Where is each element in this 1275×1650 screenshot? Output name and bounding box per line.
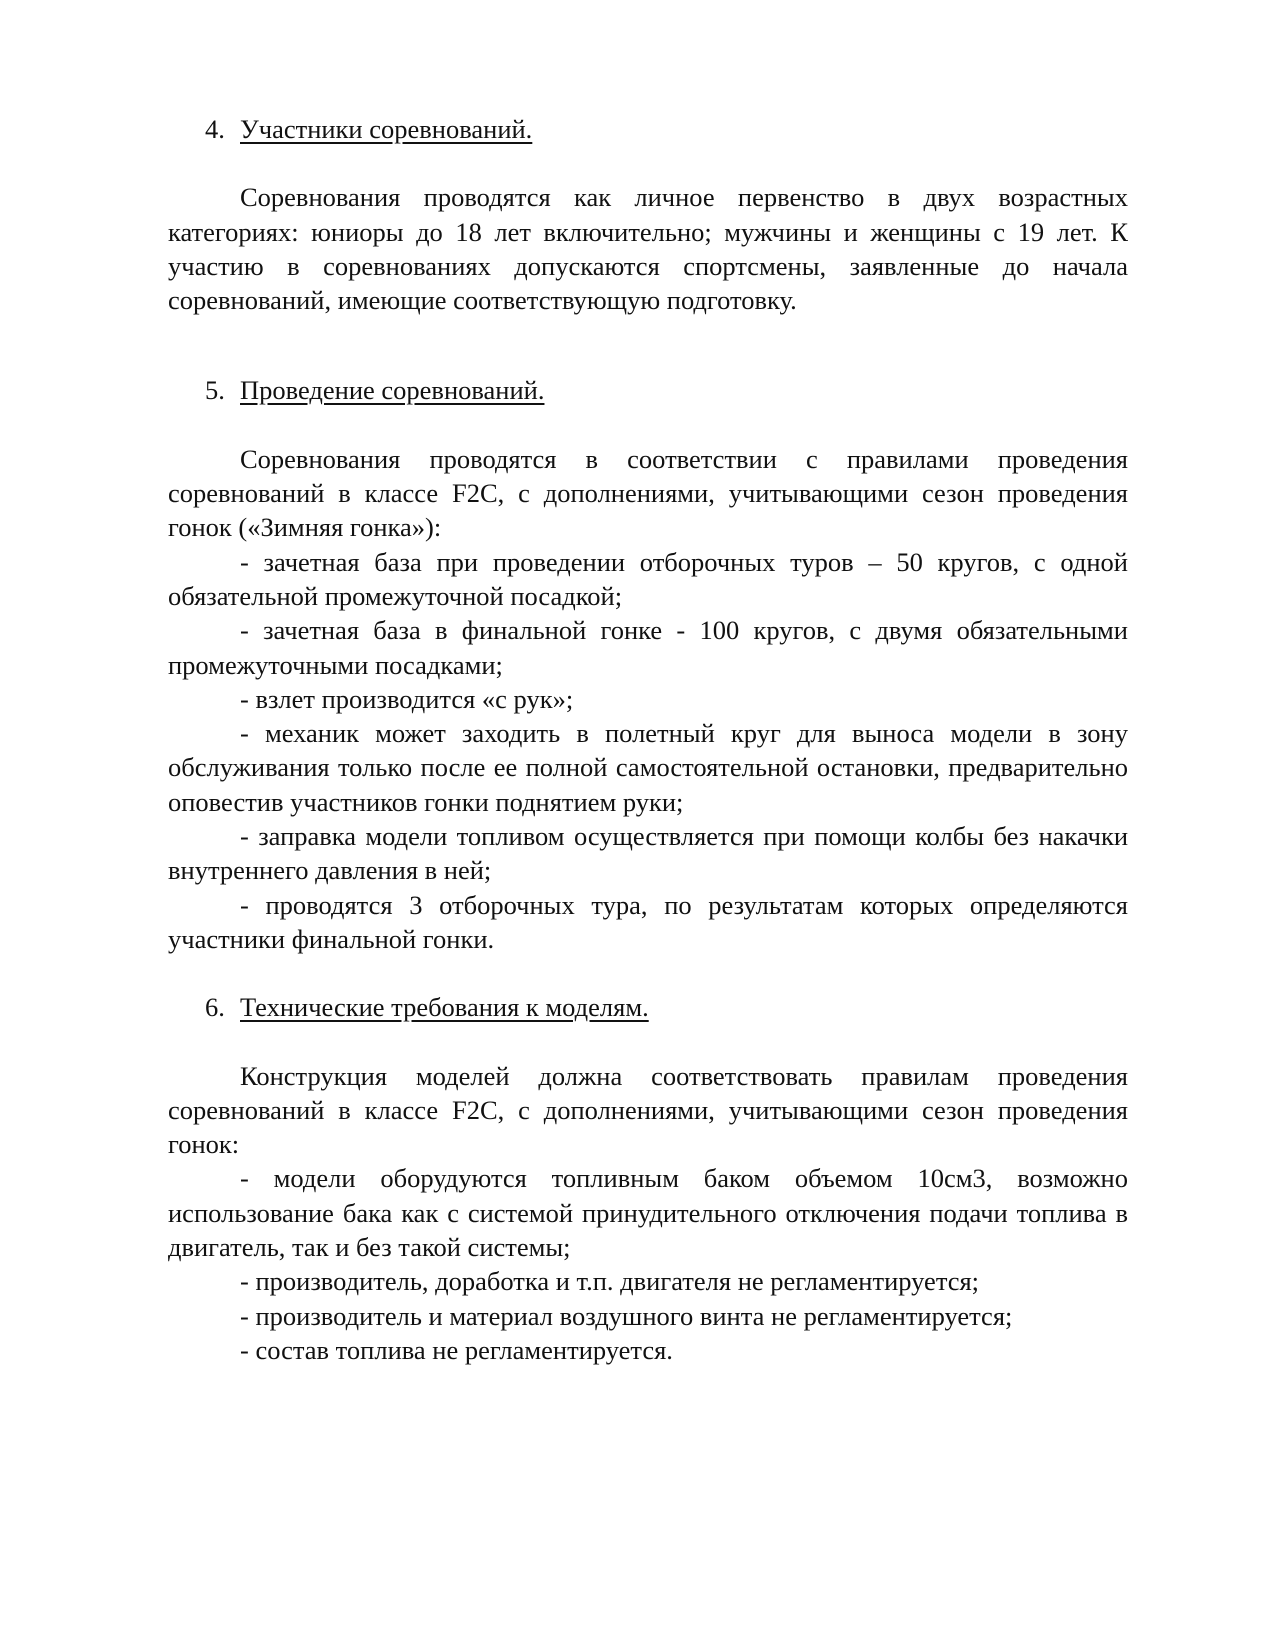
section-title: Участники соревнований. bbox=[240, 114, 533, 144]
paragraph: Соревнования проводятся в соответствии с правилами проведения соревнований в классе F2C, с дополнениями, учитывающими сезон проведения гонок («Зимняя гонка»): bbox=[168, 443, 1128, 543]
list-item: - механик может заходить в полетный круг для выноса модели в зону обслуживания только после ее полной самостоятельной остановки, предварительно оповестив участников гонки поднятием руки; bbox=[168, 718, 1128, 817]
paragraph: Соревнования проводятся как личное первенство в двух возрастных категориях: юниоры до 18 лет включительно; мужчины и женщины с 19 лет. К участию в соревнованиях допускаются спортсмены, заявленные до начала соревнований, имеющие соответствующую подготовку. bbox=[168, 182, 1128, 316]
paragraph: Конструкция моделей должна соответствовать правилам проведения соревнований в классе F2C, с дополнениями, учитывающими сезон проведения гонок: bbox=[168, 1060, 1128, 1160]
section-number: 5. bbox=[205, 375, 225, 406]
list-item: - взлет производится «с рук»; bbox=[240, 683, 574, 714]
section-technical-requirements bbox=[168, 990, 1128, 1367]
list-item: - зачетная база в финальной гонке - 100 кругов, с двумя обязательными промежуточными посадками; bbox=[168, 615, 1128, 680]
section-number: 4. bbox=[205, 114, 225, 144]
section-conduct bbox=[168, 373, 1128, 956]
list-item: - модели оборудуются топливным баком объемом 10см3, возможно использование бака как с системой принудительного отключения подачи топлива в двигатель, так и без такой системы; bbox=[168, 1163, 1128, 1263]
list-item: - производитель, доработка и т.п. двигателя не регламентируется; bbox=[240, 1266, 980, 1297]
section-heading bbox=[168, 112, 1128, 146]
section-heading bbox=[168, 373, 1128, 407]
section-heading bbox=[168, 990, 1128, 1024]
section-number: 6. bbox=[205, 992, 225, 1023]
section-title: Проведение соревнований. bbox=[240, 375, 545, 406]
list-item: - проводятся 3 отборочных тура, по результатам которых определяются участники финальной гонки. bbox=[168, 889, 1128, 954]
list-item: - заправка модели топливом осуществляется при помощи колбы без накачки внутреннего давления в ней; bbox=[168, 821, 1128, 886]
section-title: Технические требования к моделям. bbox=[240, 992, 649, 1023]
list-item: - состав топлива не регламентируется. bbox=[240, 1334, 673, 1365]
section-participants bbox=[168, 112, 1128, 317]
list-item: - зачетная база при проведении отборочных туров – 50 кругов, с одной обязательной промежуточной посадкой; bbox=[168, 546, 1128, 611]
list-item: - производитель и материал воздушного винта не регламентируется; bbox=[240, 1300, 1013, 1331]
document-page bbox=[168, 112, 1128, 1367]
